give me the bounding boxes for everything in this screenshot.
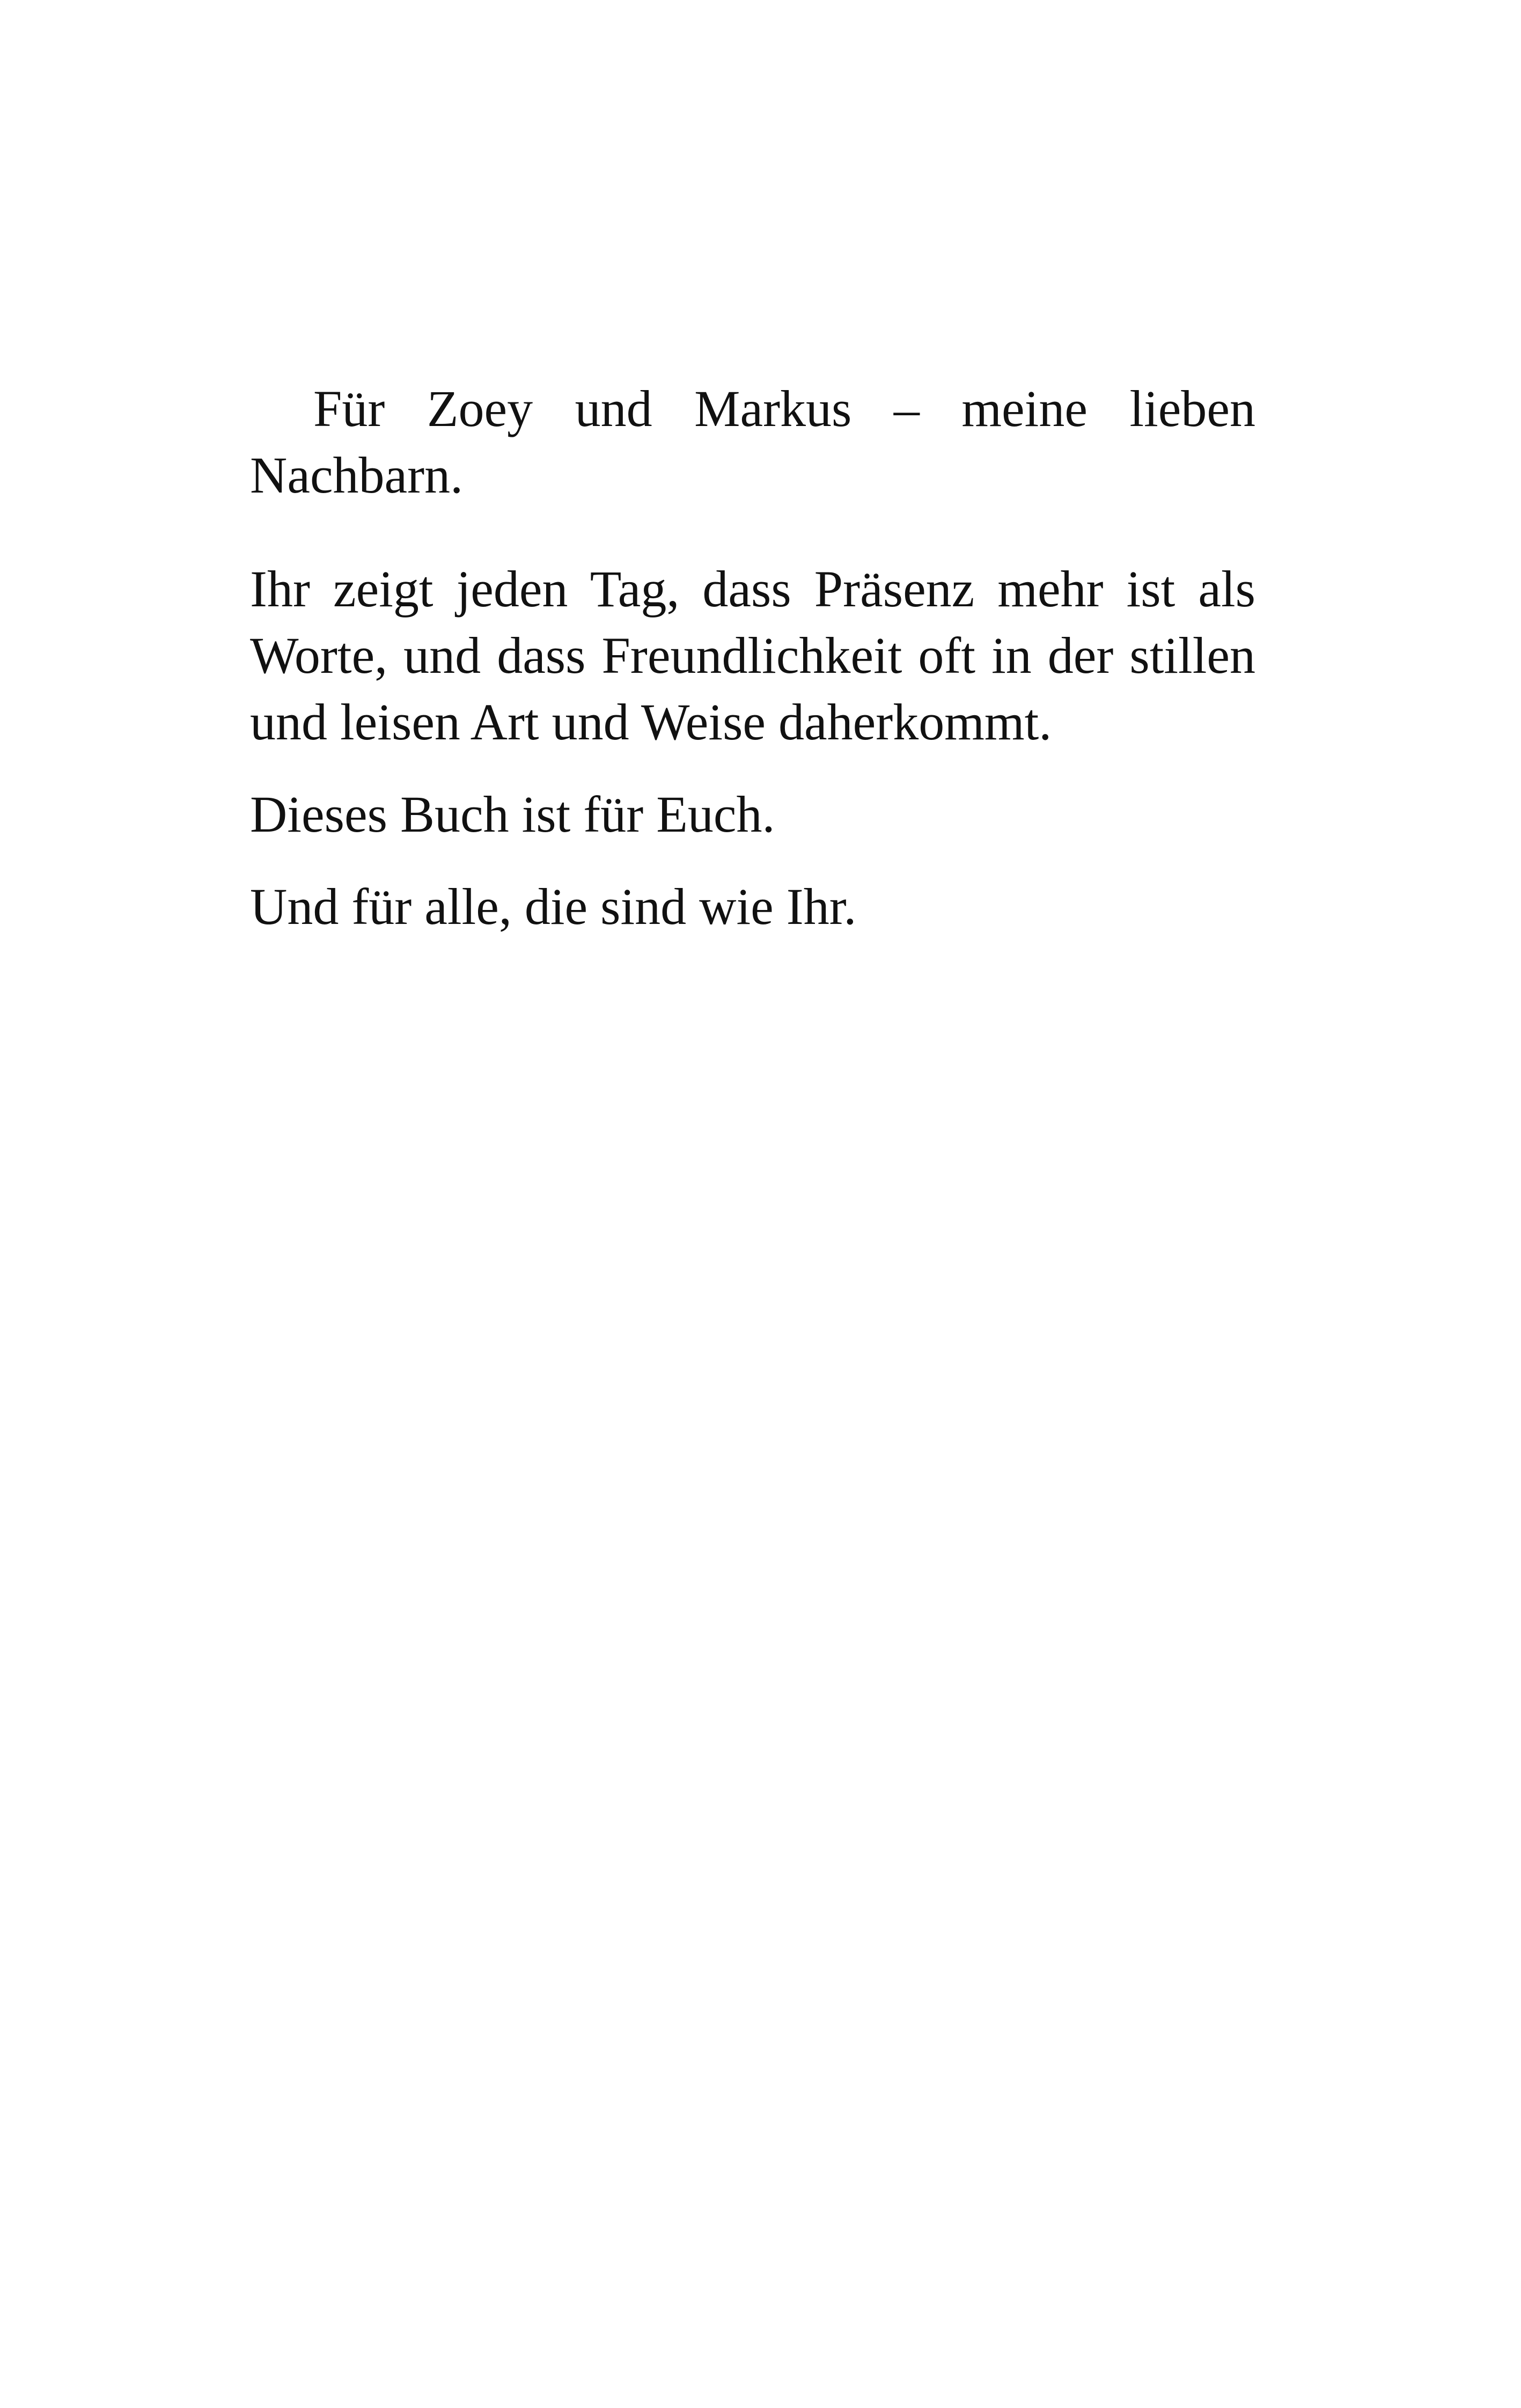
- dedication-text-block: [250, 376, 1255, 940]
- paragraph-for-you: Dieses Buch ist für Euch.: [250, 785, 775, 843]
- paragraph-for-all: Und für alle, die sind wie Ihr.: [250, 878, 857, 935]
- paragraph-presence: Ihr zeigt jeden Tag, dass Präsenz mehr ist als Worte, und dass Freundlichkeit oft in der stillen und leisen Art und Weise daherkommt.: [250, 560, 1255, 751]
- dedication-line: Für Zoey und Markus – meine lieben Nachbarn.: [250, 380, 1255, 504]
